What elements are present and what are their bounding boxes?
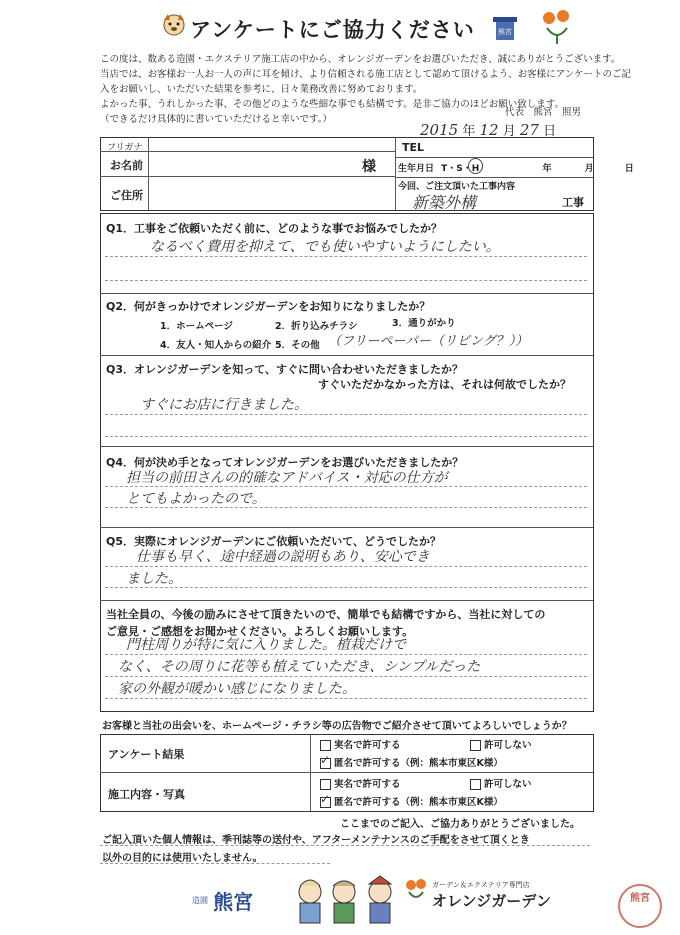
opt-text: 許可しない bbox=[484, 779, 532, 790]
q3-label: Q3．オレンジガーデンを知って、すぐに問い合わせいただきましたか？ bbox=[106, 363, 464, 376]
permission-row-1-opt-2[interactable] bbox=[470, 737, 532, 751]
q2-option-5[interactable]: 5．その他 bbox=[275, 340, 320, 351]
q4-label: Q4．何が決め手となってオレンジガーデンをお選びいただきましたか？ bbox=[106, 456, 464, 469]
intro-line: この度は、数ある造園・エクステリア施工店の中から、オレンジガーデンをお選びいただき、誠にありがとうございます。 bbox=[100, 54, 621, 65]
intro-line: （できるだけ具体的に書いていただけると幸いです。） bbox=[100, 114, 332, 125]
birth-day-unit: 日 bbox=[624, 164, 634, 174]
checkbox[interactable] bbox=[470, 779, 481, 790]
opt-text: 実名で許可する bbox=[334, 740, 401, 751]
permission-row-2-opt-1[interactable] bbox=[320, 776, 401, 790]
comments-answer-2[interactable]: なく、その周りに花等も植えていただき、シンプルだった bbox=[118, 659, 481, 675]
birth-label: 生年月日 bbox=[398, 164, 435, 174]
work-suffix: 工事 bbox=[562, 196, 584, 209]
day-unit: 日 bbox=[543, 124, 557, 139]
q5-answer-1[interactable]: 仕事も早く、途中経過の説明もあり、安心でき bbox=[136, 549, 430, 565]
birth-year-unit: 年 bbox=[542, 164, 552, 174]
q3-label-2: すぐいただかなかった方は、それは何故でしたか？ bbox=[318, 378, 571, 391]
permission-row-label-1: アンケート結果 bbox=[108, 748, 185, 761]
staff-illustration-icon bbox=[292, 870, 402, 926]
birth-era[interactable]: T・S・H bbox=[441, 164, 480, 174]
intro-line: 当店では、お客様お一人お一人の声に耳を傾け、より信頼される施工店として認めて頂けるよう、お客様にアンケートのご記 bbox=[100, 69, 632, 80]
opt-text: 許可しない bbox=[484, 740, 532, 751]
q5-label: Q5．実際にオレンジガーデンにご依頼いただいて、どうでしたか？ bbox=[106, 535, 442, 548]
comments-answer-3[interactable]: 家の外観が暖かい感じになりました。 bbox=[118, 681, 356, 697]
svg-text:熊宮: 熊宮 bbox=[498, 28, 512, 36]
comments-label-2: ご意見・ご感想をお聞かせください。よろしくお願いします。 bbox=[106, 625, 414, 638]
tel-field[interactable] bbox=[440, 139, 590, 156]
checkbox[interactable] bbox=[470, 740, 481, 751]
orange-garden-logo-icon bbox=[537, 8, 577, 46]
comments-label-1: 当社全員の、今後の励みにさせて頂きたいので、簡単でも結構ですから、当社に対しての bbox=[106, 608, 546, 621]
signature: 代表 熊宮 照男 bbox=[505, 107, 582, 118]
q2-option-2[interactable]: 2．折り込みチラシ bbox=[275, 321, 358, 332]
q2-option-1[interactable]: 1．ホームページ bbox=[160, 321, 233, 332]
address-label: ご住所 bbox=[110, 189, 143, 202]
work-label: 今回、ご注文頂いた工事内容 bbox=[398, 182, 516, 192]
orange-garden-footer-icon bbox=[404, 878, 428, 904]
checkbox-checked[interactable] bbox=[320, 797, 331, 808]
intro-line: 入をお願いし、いただいた結果を参考に、日々業務改善に努めております。 bbox=[100, 84, 423, 95]
q4-answer-2[interactable]: とてもよかったので。 bbox=[126, 491, 266, 507]
q2-option-4[interactable]: 4．友人・知人からの紹介 bbox=[160, 340, 272, 351]
q1-answer[interactable]: なるべく費用を抑えて、でも使いやすいようにしたい。 bbox=[150, 239, 500, 255]
birth-month-unit: 月 bbox=[584, 164, 594, 174]
month-unit: 月 bbox=[502, 124, 516, 139]
mascot-dog-icon bbox=[160, 12, 188, 40]
kumamiya-footer-logo bbox=[192, 886, 253, 915]
name-label: お名前 bbox=[110, 159, 143, 172]
birthdate-row bbox=[398, 161, 634, 174]
privacy-text-1: ご記入頂いた個人情報は、季刊誌等の送付や、アフターメンテナンスのご手配をさせて頂くとき bbox=[102, 835, 530, 846]
permission-row-2-opt-3[interactable] bbox=[320, 794, 503, 808]
permission-row-2-opt-2[interactable] bbox=[470, 776, 532, 790]
permission-question: お客様と当社の出会いを、ホームページ・チラシ等の広告物でご紹介させて頂いてよろしいでしょうか？ bbox=[102, 721, 572, 732]
q4-answer-1[interactable]: 担当の前田さんの的確なアドバイス・対応の仕方が bbox=[126, 470, 448, 486]
comments-answer-1[interactable]: 門柱周りが特に気に入りました。植栽だけで bbox=[126, 637, 406, 653]
logo-name: 熊宮 bbox=[213, 890, 254, 914]
checkbox-checked[interactable] bbox=[320, 758, 331, 769]
birth-era-circle bbox=[468, 158, 483, 174]
year-unit: 年 bbox=[462, 124, 476, 139]
q2-option-3[interactable]: 3．通りがかり bbox=[392, 318, 456, 329]
orange-garden-subtitle: ガーデン＆エクステリア専門店 bbox=[432, 881, 530, 889]
date-month[interactable]: 12 bbox=[479, 121, 499, 139]
furigana-label: フリガナ bbox=[107, 143, 143, 153]
opt-text: 実名で許可する bbox=[334, 779, 401, 790]
logo-prefix: 造園 bbox=[192, 896, 208, 905]
privacy-text-2: 以外の目的には使用いたしません。 bbox=[102, 853, 263, 864]
permission-row-1-opt-1[interactable] bbox=[320, 737, 401, 751]
permission-row-1-opt-3[interactable] bbox=[320, 755, 503, 769]
opt-text: 匿名で許可する（例：熊本市東区K様） bbox=[334, 758, 503, 769]
orange-garden-name: オレンジガーデン bbox=[432, 892, 551, 910]
tel-label: TEL bbox=[402, 141, 425, 154]
checkbox[interactable] bbox=[320, 779, 331, 790]
stamp-text: 熊宮 bbox=[630, 893, 650, 904]
seal-stamp bbox=[618, 884, 662, 928]
q2-label: Q2．何がきっかけでオレンジガーデンをお知りになりましたか？ bbox=[106, 300, 431, 313]
q1-label: Q1．工事をご依頼いただく前に、どのような事でお悩みでしたか？ bbox=[106, 222, 443, 235]
q5-answer-2[interactable]: ました。 bbox=[126, 571, 182, 587]
date-year[interactable]: 2015 bbox=[420, 121, 459, 139]
permission-row-label-2: 施工内容・写真 bbox=[108, 788, 185, 801]
checkbox[interactable] bbox=[320, 740, 331, 751]
q2-other-answer[interactable]: （フリーペーパー（リビング？）） bbox=[328, 334, 529, 349]
name-suffix: 様 bbox=[362, 159, 376, 175]
intro-line: よかった事、うれしかった事、その他どのような些細な事でも結構です。是非ご協力のほどお願い致します。 bbox=[100, 99, 564, 110]
name-field[interactable] bbox=[150, 153, 350, 175]
address-field[interactable] bbox=[150, 178, 390, 208]
thanks-text: ここまでのご記入、ご協力ありがとうございました。 bbox=[340, 819, 580, 830]
kumamiya-logo-icon bbox=[490, 12, 520, 42]
opt-text: 匿名で許可する（例：熊本市東区K様） bbox=[334, 797, 503, 808]
page-title: アンケートにご協力ください bbox=[190, 18, 475, 42]
date-day[interactable]: 27 bbox=[519, 121, 539, 139]
work-value[interactable]: 新築外構 bbox=[412, 193, 477, 212]
q3-answer[interactable]: すぐにお店に行きました。 bbox=[140, 397, 308, 413]
